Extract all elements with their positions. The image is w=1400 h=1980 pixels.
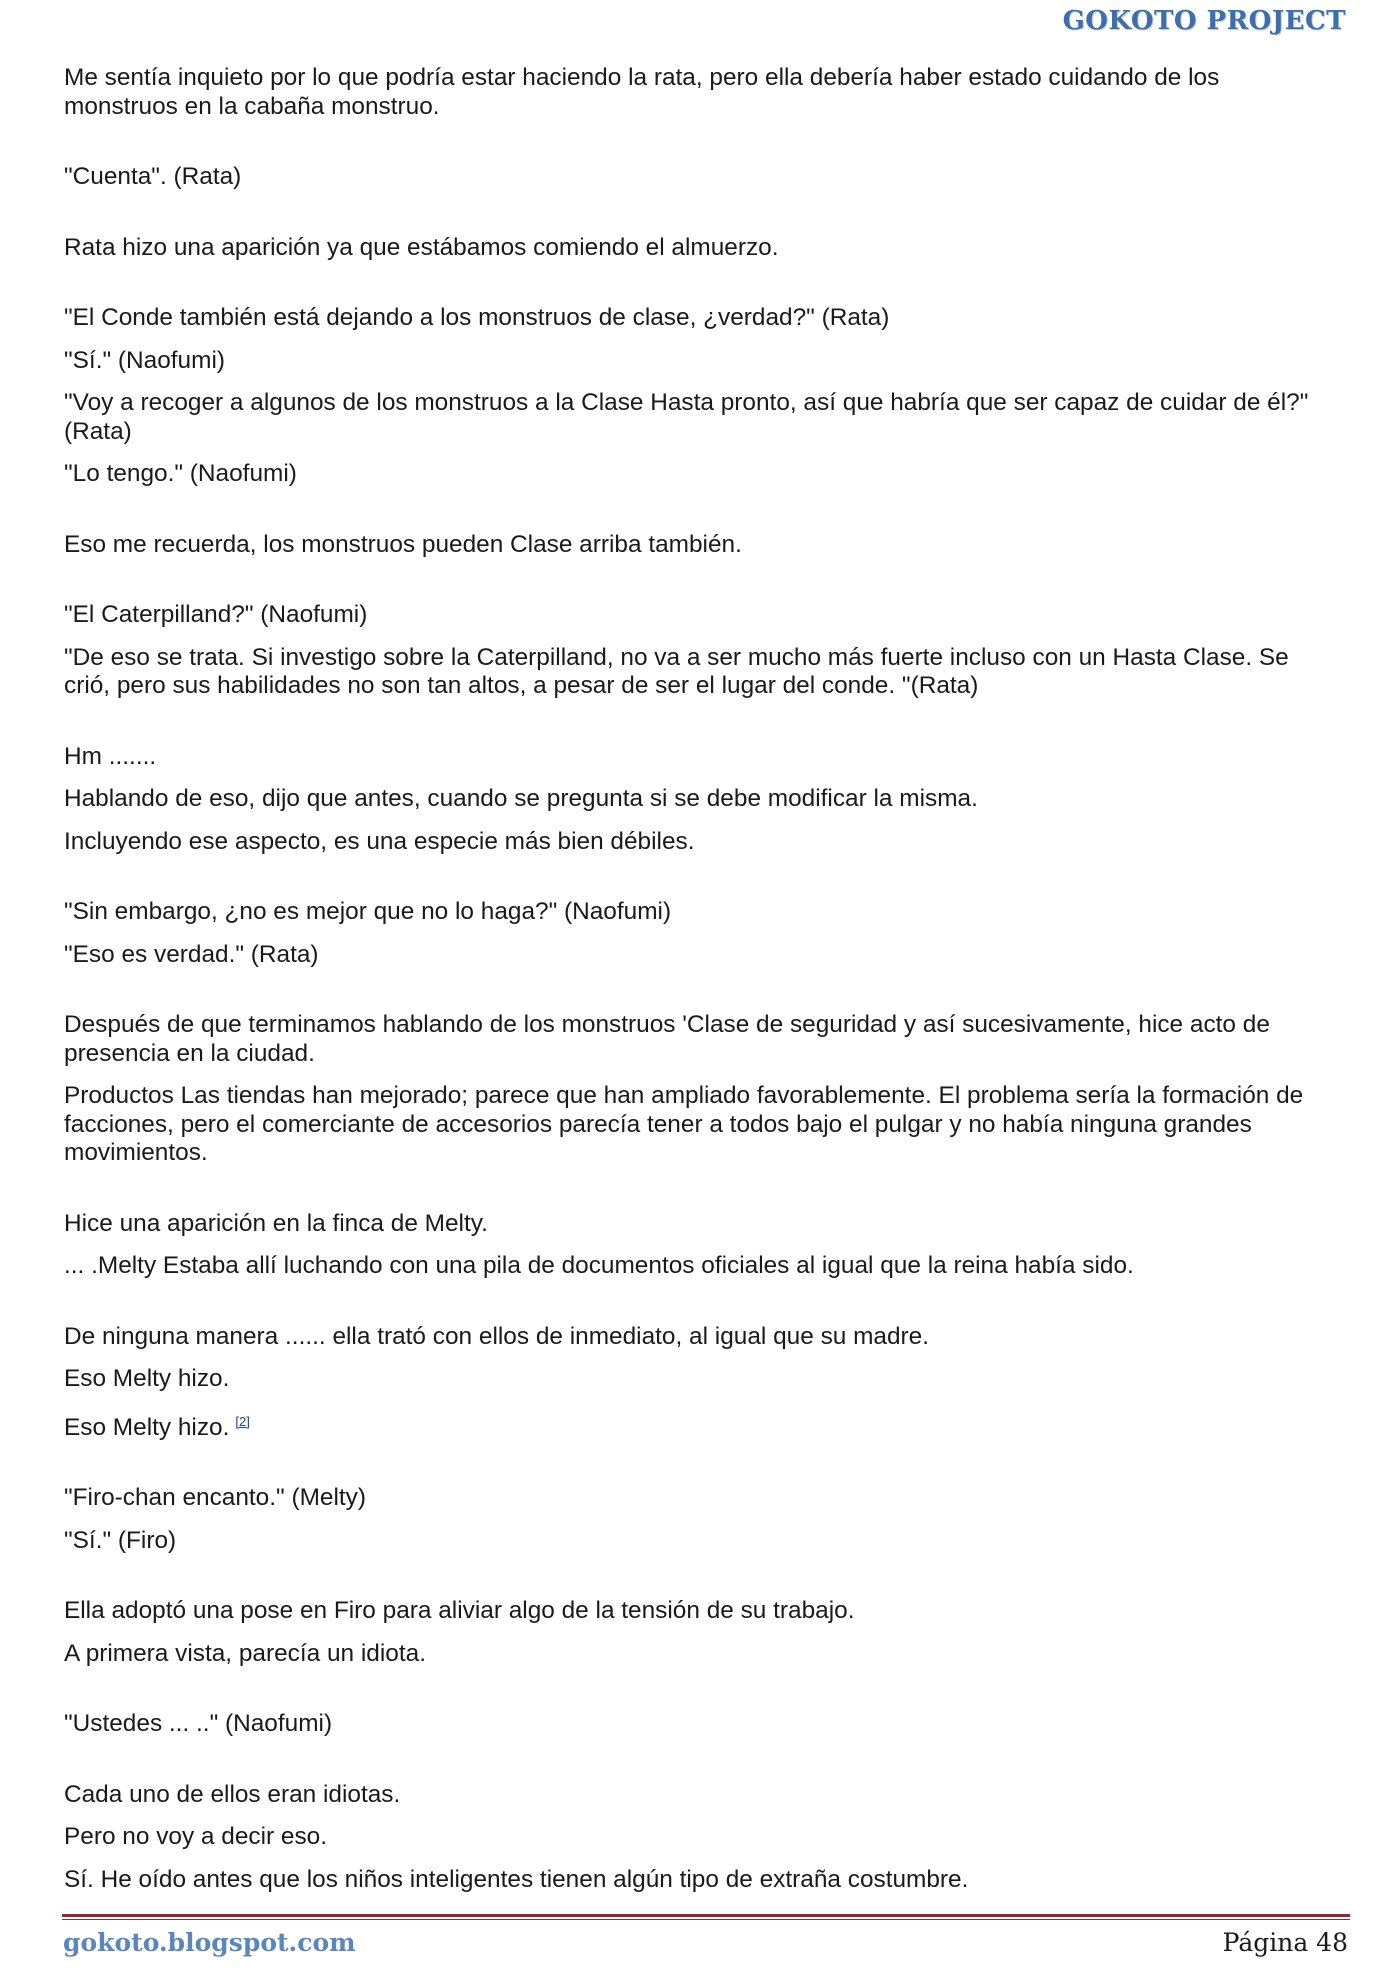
paragraph: "Sí." (Naofumi) — [64, 346, 225, 374]
paragraph: Cada uno de ellos eran idiotas. — [64, 1780, 401, 1808]
paragraph: De ninguna manera ...... ella trató con ellos de inmediato, al igual que su madre. — [64, 1322, 930, 1350]
paragraph: Ella adoptó una pose en Firo para aliviar algo de la tensión de su trabajo. — [64, 1597, 855, 1625]
paragraph: Rata hizo una aparición ya que estábamos comiendo el almuerzo. — [64, 233, 779, 261]
footer-divider-thin — [62, 1919, 1350, 1920]
paragraph: Productos Las tiendas han mejorado; parece que han ampliado favorablemente. El problema sería la formación de facciones, pero el comerciante de accesorios parecía tener a todos bajo el pulgar y no había ninguna grandes movimientos. — [64, 1082, 1304, 1166]
paragraph: "Sin embargo, ¿no es mejor que no lo haga?" (Naofumi) — [64, 898, 672, 925]
paragraph: "De eso se trata. Si investigo sobre la Caterpilland, no va a ser mucho más fuerte incluso con un Hasta Clase. Se crió, pero sus habilidades no son tan altos, a pesar de ser el lugar del conde. "(Rata) — [64, 643, 1289, 699]
paragraph: "Sí." (Firo) — [64, 1526, 177, 1554]
paragraph: Sí. He oído antes que los niños inteligentes tienen algún tipo de extraña costumbre. — [64, 1865, 969, 1893]
paragraph: A primera vista, parecía un idiota. — [64, 1639, 426, 1667]
footer-divider-thick — [62, 1914, 1350, 1917]
paragraph: "El Caterpilland?" (Naofumi) — [64, 601, 368, 628]
paragraph-with-footnote — [64, 1408, 1339, 1443]
document-body — [64, 64, 1339, 1908]
paragraph: "Firo-chan encanto." (Melty) — [64, 1484, 366, 1512]
paragraph: Hablando de eso, dijo que antes, cuando se pregunta si se debe modificar la misma. — [64, 785, 978, 812]
paragraph-text: Eso Melty hizo. — [64, 1413, 230, 1441]
page-header-title: GOKOTO PROJECT — [1062, 6, 1346, 36]
paragraph: Me sentía inquieto por lo que podría estar haciendo la rata, pero ella debería haber estado cuidando de los monstruos en la cabaña monstruo. — [64, 64, 1220, 120]
paragraph: Pero no voy a decir eso. — [64, 1823, 328, 1851]
paragraph: Después de que terminamos hablando de los monstruos 'Clase de seguridad y así sucesivamente, hice acto de presencia en la ciudad. — [64, 1011, 1270, 1067]
paragraph: Hice una aparición en la finca de Melty. — [64, 1209, 488, 1237]
paragraph: "El Conde también está dejando a los monstruos de clase, ¿verdad?" (Rata) — [64, 304, 890, 331]
paragraph: "Voy a recoger a algunos de los monstruos a la Clase Hasta pronto, así que habría que ser capaz de cuidar de él?" (Rata) — [64, 389, 1309, 445]
footnote-link[interactable]: [2] — [235, 1413, 250, 1429]
footer-site-link[interactable]: gokoto.blogspot.com — [63, 1928, 356, 1957]
paragraph: "Lo tengo." (Naofumi) — [64, 460, 297, 487]
paragraph: Hm ....... — [64, 742, 157, 770]
paragraph: Incluyendo ese aspecto, es una especie más bien débiles. — [64, 827, 695, 855]
paragraph: Eso Melty hizo. — [64, 1365, 230, 1392]
paragraph: "Eso es verdad." (Rata) — [64, 940, 319, 968]
paragraph: "Ustedes ... .." (Naofumi) — [64, 1710, 333, 1738]
paragraph: "Cuenta". (Rata) — [64, 163, 242, 190]
paragraph: ... .Melty Estaba allí luchando con una pila de documentos oficiales al igual que la reina había sido. — [64, 1252, 1134, 1279]
page-number: Página 48 — [1222, 1928, 1348, 1957]
paragraph: Eso me recuerda, los monstruos pueden Clase arriba también. — [64, 530, 742, 558]
